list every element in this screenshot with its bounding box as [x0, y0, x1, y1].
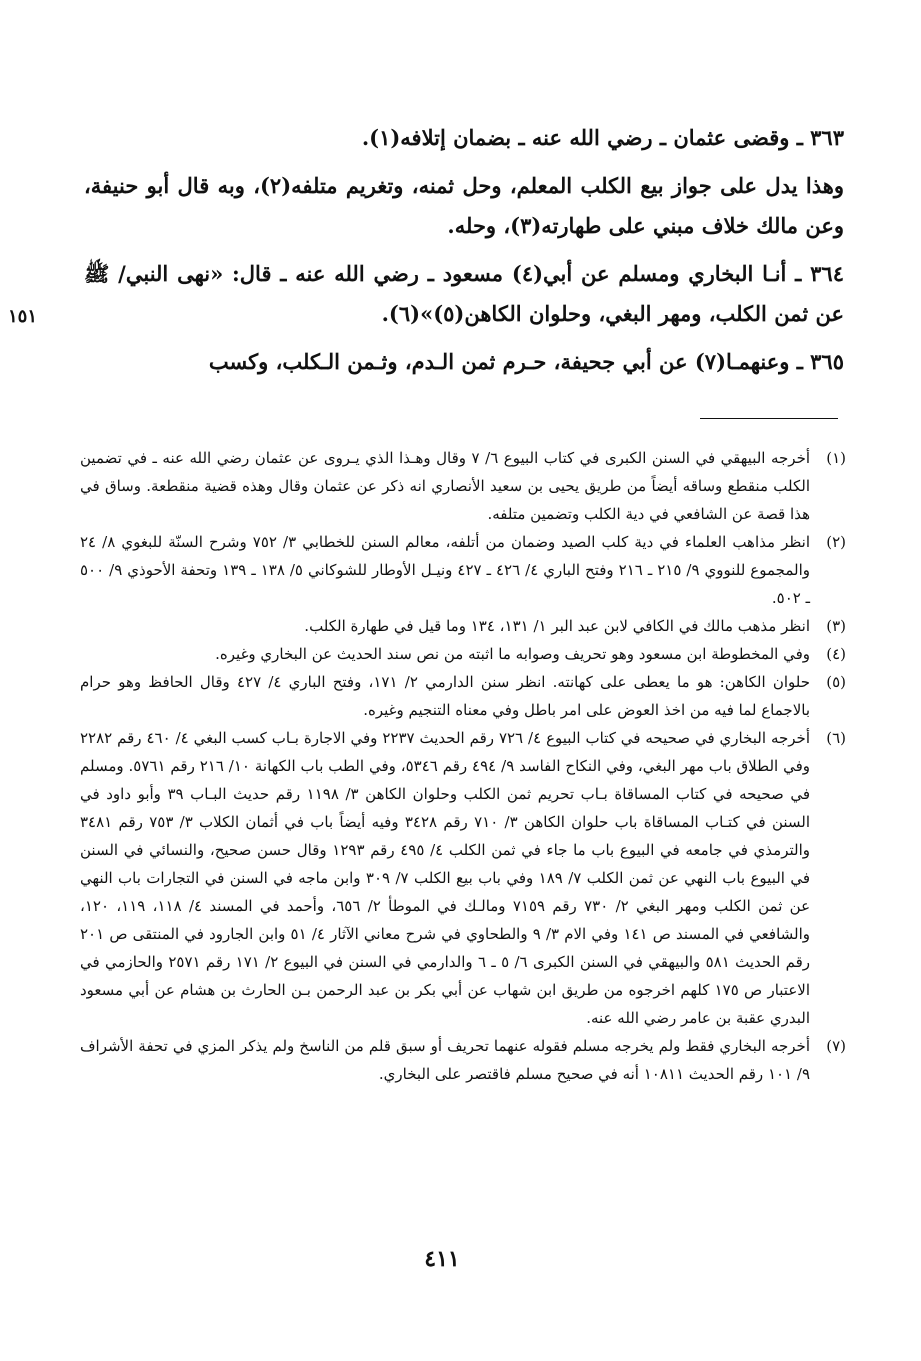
footnote-number: (٧)	[826, 1037, 846, 1055]
footnote-number: (٣)	[826, 617, 846, 635]
footnote-5	[80, 668, 846, 724]
footnote-4	[80, 640, 846, 668]
footnote-text: أخرجه البخاري في صحيحه في كتاب البيوع ٤/ ٧٢٦ رقم الحديث ٢٢٣٧ وفي الاجارة بـاب كسب البغي ٤/ ٤٦٠ رقم ٢٢٨٢ وفي الطلاق باب مهر البغي، وفي النكاح الفاسد ٩/ ٤٩٤ رقم ٥٣٤٦، وفي الطب باب الكهانة ١٠/ ٢١٦ رقم ٥٧٦١. ومسلم في صحيحه في كتاب المساقاة بـاب تحريم ثمن الكلب وحلوان الكاهن ٣/ ١١٩٨ رقم حديث البـاب ٣٩ وأبو داود في السنن في كتـاب المساقاة باب حلوان الكاهن ٣/ ٧١٠ رقم ٣٤٢٨ وفيه أيضاً باب في أثمان الكلاب ٣/ ٧٥٣ رقم ٣٤٨١ والترمذي في جامعه في البيوع باب ما جاء في ثمن الكلب ٤/ ٤٩٥ رقم ١٢٩٣ وقال حسن صحيح، والنسائي في السنن في البيوع باب النهي عن ثمن الكلب ٧/ ١٨٩ وفي باب بيع الكلب ٧/ ٣٠٩ وابن ماجه في السنن في التجارات باب النهي عن ثمن الكلب ومهر البغي ٢/ ٧٣٠ رقم ٧١٥٩ ومالـك في الموطأ ٢/ ٦٥٦، وأحمد في المسند ٤/ ١١٨، ١١٩، ١٢٠، والشافعي في المسند ص ١٤١ وفي الام ٣/ ٩ والطحاوي في شرح معاني الآثار ٤/ ٥١ وابن الجارود في المنتقى ص ٢٠١ رقم الحديث ٥٨١ والبيهقي في السنن الكبرى ٦/ ٥ ـ ٦ والدارمي في السنن في البيوع ٢/ ١٧١ رقم ٢٥٧١ والحازمي في الاعتبار ص ١٧٥ كلهم اخرجوه من طريق ابن شهاب عن أبي بكر بن عبد الرحمن بـن الحارث بن هشام عن أبي مسعود البدري عقبة بن عامر رضي الله عنه.	[80, 729, 811, 1027]
footnote-3	[80, 612, 846, 640]
footnote-separator	[700, 418, 838, 419]
footnote-number: (٦)	[826, 729, 846, 747]
paragraph-365: ٣٦٥ ـ وعنهمـا(٧) عن أبي جحيفة، حـرم ثمن الـدم، وثـمن الـكلب، وكسب	[208, 349, 844, 374]
footnotes-section	[80, 444, 846, 1088]
footnote-text: أخرجه البخاري فقط ولم يخرجه مسلم فقوله عنهما تحريف أو سبق قلم من الناسخ ولم يذكر المزي في تحفة الأشراف ٩/ ١٠١ رقم الحديث ١٠٨١١ أنه في صحيح مسلم فاقتصر على البخاري.	[80, 1037, 810, 1083]
paragraph-363: ٣٦٣ ـ وقضى عثمان ـ رضي الله عنه ـ بضمان إتلافه(١).	[361, 125, 844, 150]
page-number: ٤١١	[424, 1246, 460, 1272]
footnote-text: حلوان الكاهن: هو ما يعطى على كهانته. انظر سنن الدارمي ٢/ ١٧١، وفتح الباري ٤/ ٤٢٧ وقال الحافظ وهو حرام بالاجماع لما فيه من اخذ العوض على امر باطل وفي معناه التنجيم وغيره.	[80, 673, 811, 719]
paragraph-364: ٣٦٤ ـ أنـا البخاري ومسلم عن أبي(٤) مسعود ـ رضي الله عنه ـ قال: «نهى النبي/ ﷺ عن ثمن الكلب، ومهر البغي، وحلوان الكاهن(٥)»(٦).	[84, 261, 844, 326]
footnote-1	[80, 444, 846, 528]
footnote-text: انظر مذاهب العلماء في دية كلب الصيد وضمان من أتلفه، معالم السنن للخطابي ٣/ ٧٥٢ وشرح السنّة للبغوي ٨/ ٢٤ والمجموع للنووي ٩/ ٢١٥ ـ ٢١٦ وفتح الباري ٤/ ٤٢٦ ـ ٤٢٧ ونيـل الأوطار للشوكاني ٥/ ١٣٨ ـ ١٣٩ وتحفة الأحوذي ٩/ ٥٠٠ ـ ٥٠٢.	[80, 533, 811, 607]
footnote-2	[80, 528, 846, 612]
footnote-text: انظر مذهب مالك في الكافي لابن عبد البر ١/ ١٣١، ١٣٤ وما قيل في طهارة الكلب.	[304, 617, 810, 635]
main-body-text	[84, 118, 844, 390]
footnote-text: وفي المخطوطة ابن مسعود وهو تحريف وصوابه ما اثبته من نص سند الحديث عن البخاري وغيره.	[215, 645, 810, 663]
footnote-number: (٢)	[826, 533, 846, 551]
paragraph-commentary: وهذا يدل على جواز بيع الكلب المعلم، وحل ثمنه، وتغريم متلفه(٢)، وبه قال أبو حنيفة، وعن مالك خلاف مبني على طهارته(٣)، وحله.	[84, 173, 844, 238]
footnote-number: (٤)	[826, 645, 846, 663]
manuscript-folio-number: ١٥١	[8, 306, 38, 327]
footnote-number: (٥)	[826, 673, 846, 691]
footnote-text: أخرجه البيهقي في السنن الكبرى في كتاب البيوع ٦/ ٧ وقال وهـذا الذي يـروى عن عثمان رضي الله عنه ـ في تضمين الكلب منقطع وساقه أيضاً من طريق يحيى بن سعيد الأنصاري انه ذكر عن عثمان وقال وهذه قضية منقطعة. وساق في هذا قصة عن الشافعي في دية الكلب وتضمين متلفه.	[80, 449, 811, 523]
footnote-7	[80, 1032, 846, 1088]
footnote-number: (١)	[826, 449, 846, 467]
footnote-6	[80, 724, 846, 1032]
